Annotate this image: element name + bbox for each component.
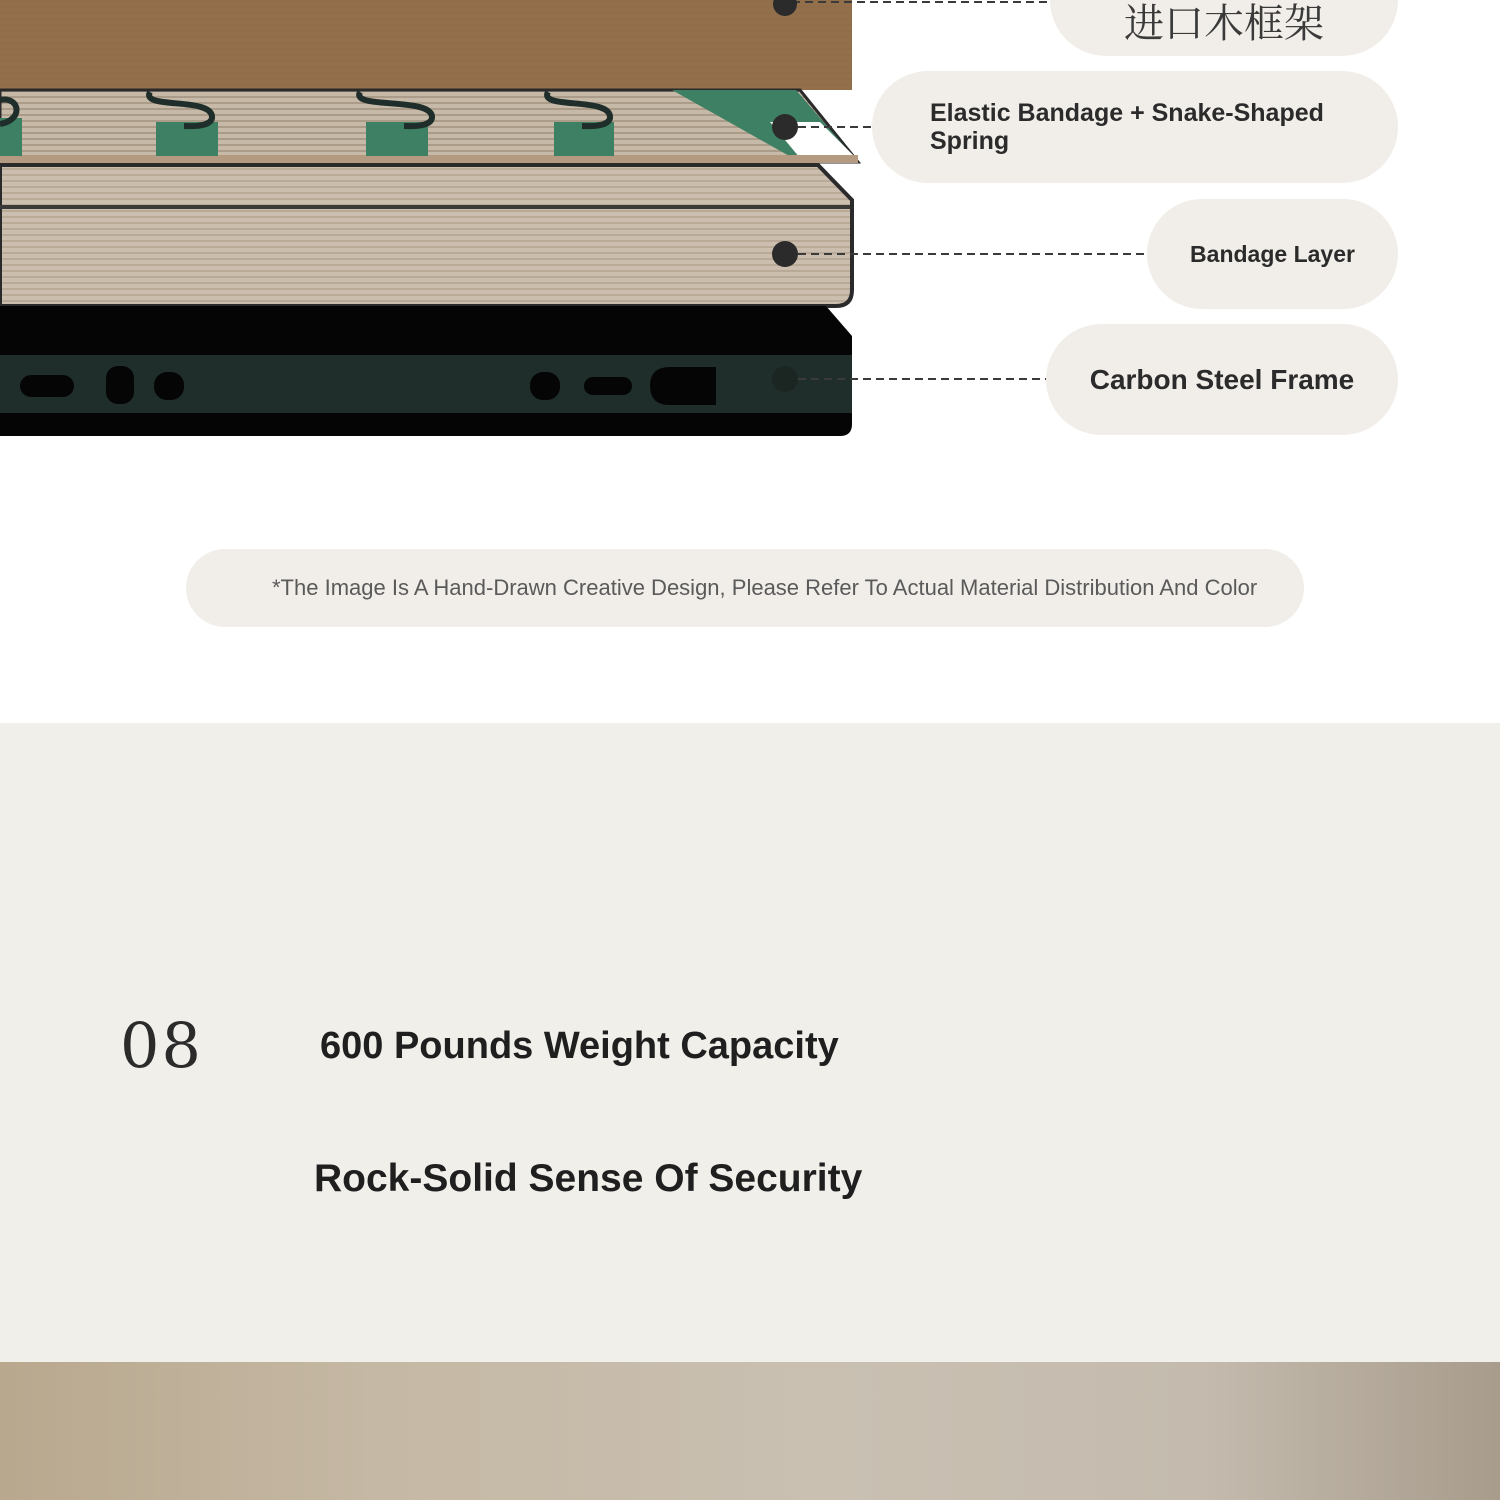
dot-spring bbox=[772, 114, 798, 140]
spring-layer bbox=[0, 90, 858, 163]
callout-steel-frame bbox=[1046, 324, 1398, 435]
callout-frame-label: Carbon Steel Frame bbox=[1089, 363, 1355, 395]
callout-spring bbox=[872, 71, 1398, 183]
disclaimer-pill bbox=[186, 549, 1304, 627]
product-photo-top-edge bbox=[0, 1362, 1500, 1500]
callout-bandage bbox=[1147, 199, 1398, 309]
dot-bandage bbox=[772, 241, 798, 267]
callout-spring-label: Elastic Bandage + Snake-Shaped Spring bbox=[930, 99, 1324, 155]
layer-diagram bbox=[0, 0, 1500, 470]
disclaimer-text: *The Image Is A Hand-Drawn Creative Design, Please Refer To Actual Material Distribution And Color bbox=[272, 575, 1258, 600]
callout-wood-frame bbox=[1050, 0, 1398, 56]
dot-frame bbox=[772, 366, 798, 392]
callout-bandage-label: Bandage Layer bbox=[1190, 240, 1355, 267]
bandage-layer bbox=[0, 165, 852, 306]
feature-number: 08 bbox=[120, 1009, 203, 1082]
feature-subtitle: Rock-Solid Sense Of Security bbox=[314, 1157, 863, 1200]
feature-section bbox=[0, 723, 1500, 1363]
feature-title: 600 Pounds Weight Capacity bbox=[320, 1025, 839, 1067]
steel-frame-layer bbox=[0, 306, 852, 436]
callout-wood-label: 进口木框架 bbox=[1124, 0, 1324, 47]
